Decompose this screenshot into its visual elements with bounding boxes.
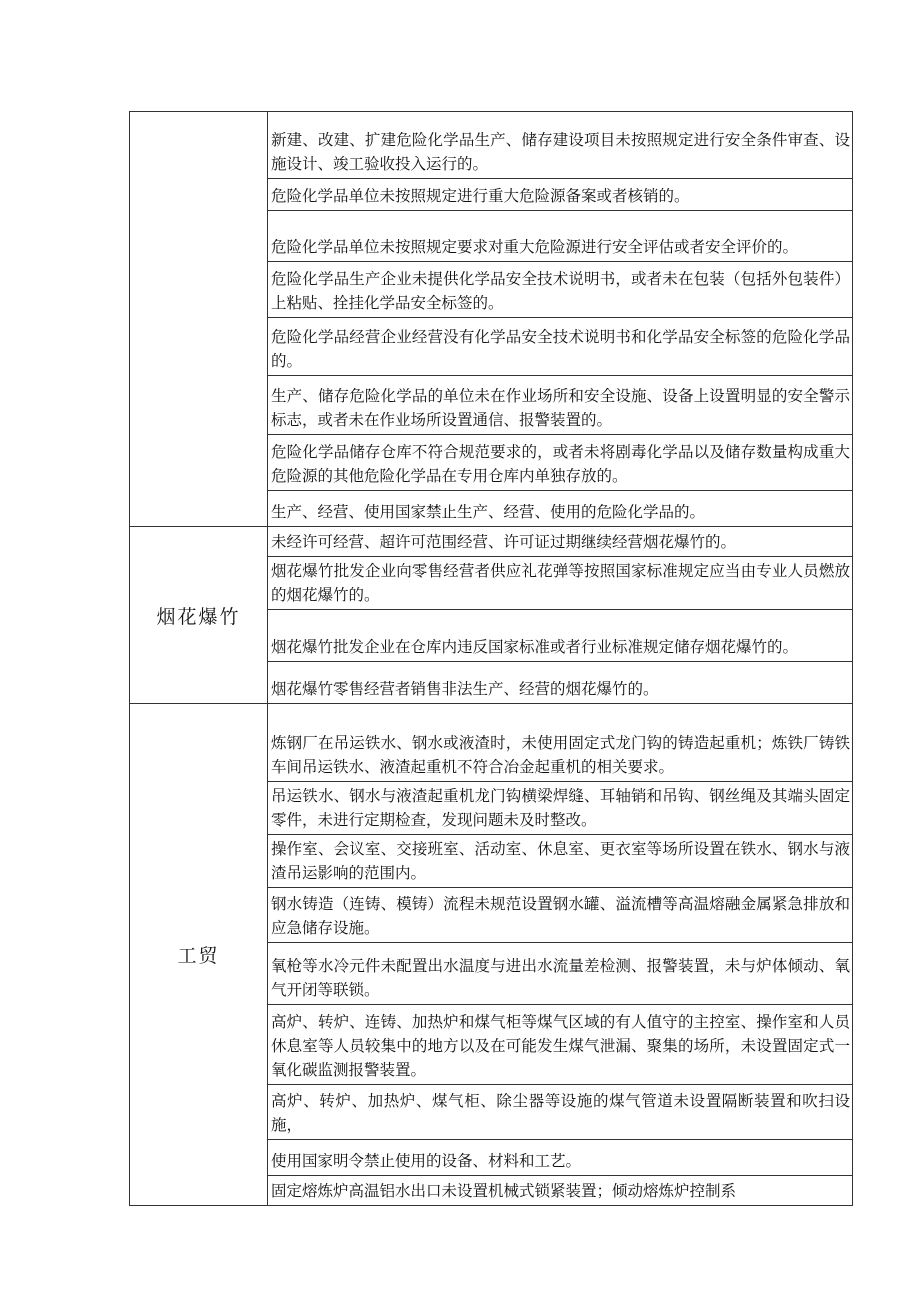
list-item: 固定熔炼炉高温铝水出口未设置机械式锁紧装置；倾动熔炼炉控制系 xyxy=(268,1176,853,1206)
list-item: 吊运铁水、钢水与液渣起重机龙门钩横梁焊缝、耳轴销和吊钩、钢丝绳及其端头固定零件，未进行定期检查，发现问题未及时整改。 xyxy=(268,782,853,835)
list-item: 使用国家明令禁止使用的设备、材料和工艺。 xyxy=(268,1140,853,1176)
list-item: 生产、经营、使用国家禁止生产、经营、使用的危险化学品的。 xyxy=(268,491,853,527)
list-item: 高炉、转炉、加热炉、煤气柜、除尘器等设施的煤气管道未设置隔断装置和吹扫设施， xyxy=(268,1085,853,1140)
table-row xyxy=(130,527,853,557)
list-item: 钢水铸造（连铸、模铸）流程未规范设置钢水罐、溢流槽等高温熔融金属紧急排放和应急储存设施。 xyxy=(268,888,853,943)
hazard-table xyxy=(129,111,853,1206)
table-row xyxy=(130,704,853,782)
list-item: 烟花爆竹批发企业在仓库内违反国家标准或者行业标准规定储存烟花爆竹的。 xyxy=(268,610,853,662)
list-item: 氧枪等水冷元件未配置出水温度与进出水流量差检测、报警装置，未与炉体倾动、氧气开闭等联锁。 xyxy=(268,943,853,1005)
list-item: 危险化学品单位未按照规定进行重大危险源备案或者核销的。 xyxy=(268,179,853,211)
list-item: 危险化学品单位未按照规定要求对重大危险源进行安全评估或者安全评价的。 xyxy=(268,211,853,262)
list-item: 新建、改建、扩建危险化学品生产、储存建设项目未按照规定进行安全条件审查、设施设计、竣工验收投入运行的。 xyxy=(268,112,853,179)
list-item: 危险化学品生产企业未提供化学品安全技术说明书，或者未在包装（包括外包装件）上粘贴、拴挂化学品安全标签的。 xyxy=(268,262,853,318)
list-item: 危险化学品储存仓库不符合规范要求的，或者未将剧毒化学品以及储存数量构成重大危险源的其他危险化学品在专用仓库内单独存放的。 xyxy=(268,435,853,491)
category-cell-industry-trade: 工贸 xyxy=(130,704,268,1206)
list-item: 烟花爆竹批发企业向零售经营者供应礼花弹等按照国家标准规定应当由专业人员燃放的烟花爆竹的。 xyxy=(268,557,853,610)
list-item: 生产、储存危险化学品的单位未在作业场所和安全设施、设备上设置明显的安全警示标志，或者未在作业场所设置通信、报警装置的。 xyxy=(268,376,853,435)
list-item: 操作室、会议室、交接班室、活动室、休息室、更衣室等场所设置在铁水、钢水与液渣吊运影响的范围内。 xyxy=(268,835,853,888)
table-row xyxy=(130,112,853,179)
list-item: 烟花爆竹零售经营者销售非法生产、经营的烟花爆竹的。 xyxy=(268,662,853,704)
list-item: 炼钢厂在吊运铁水、钢水或液渣时，未使用固定式龙门钩的铸造起重机；炼铁厂铸铁车间吊运铁水、液渣起重机不符合冶金起重机的相关要求。 xyxy=(268,704,853,782)
category-cell-chemicals xyxy=(130,112,268,527)
list-item: 未经许可经营、超许可范围经营、许可证过期继续经营烟花爆竹的。 xyxy=(268,527,853,557)
category-cell-fireworks: 烟花爆竹 xyxy=(130,527,268,704)
list-item: 高炉、转炉、连铸、加热炉和煤气柜等煤气区域的有人值守的主控室、操作室和人员休息室等人员较集中的地方以及在可能发生煤气泄漏、聚集的场所，未设置固定式一氧化碳监测报警装置。 xyxy=(268,1005,853,1085)
list-item: 危险化学品经营企业经营没有化学品安全技术说明书和化学品安全标签的危险化学品的。 xyxy=(268,318,853,376)
